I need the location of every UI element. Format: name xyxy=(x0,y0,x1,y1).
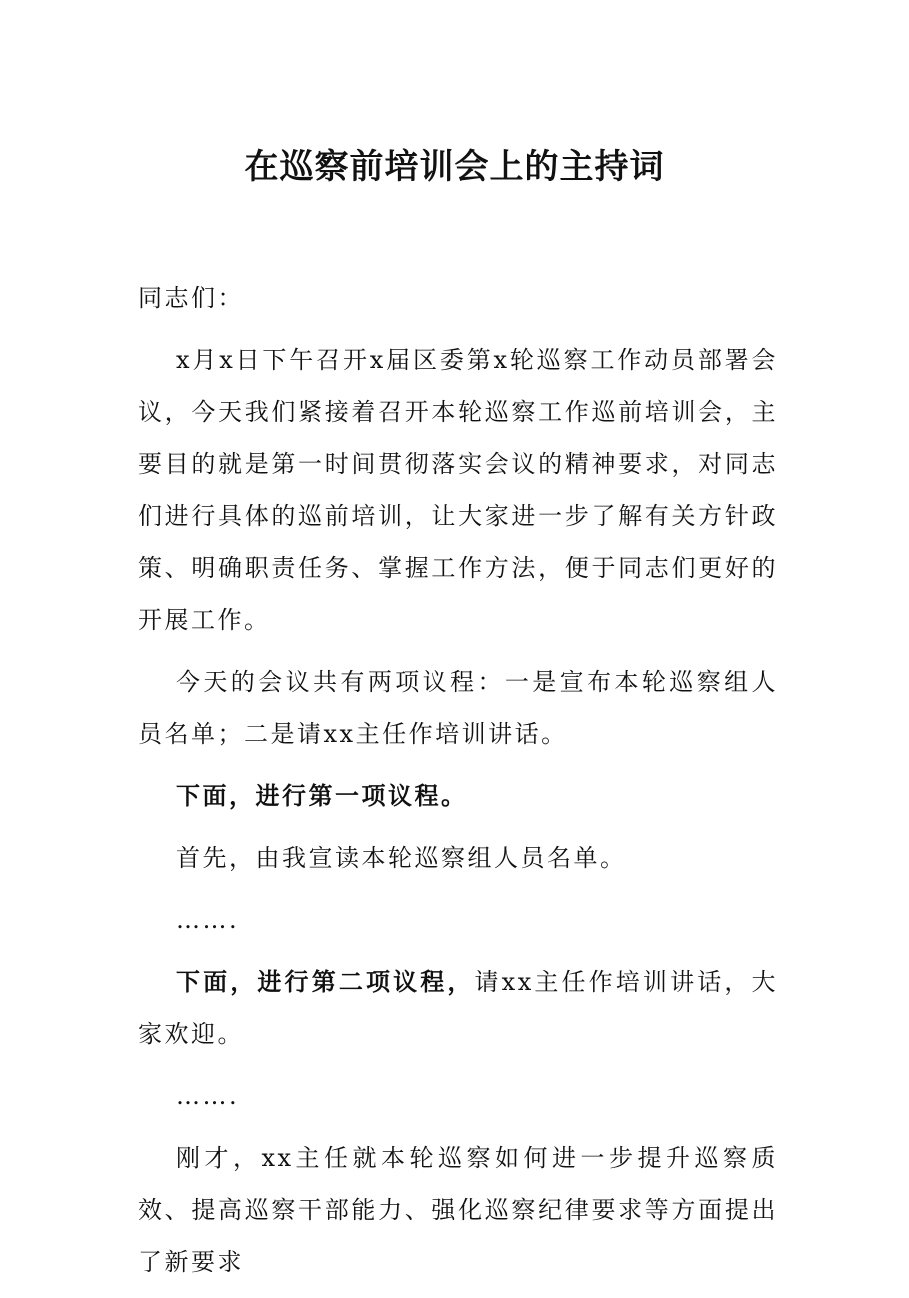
paragraph-second-item xyxy=(138,956,778,1060)
paragraph-intro: x月x日下午召开x届区委第x轮巡察工作动员部署会议，今天我们紧接着召开本轮巡察工作巡前培训会，主要目的就是第一时间贯彻落实会议的精神要求，对同志们进行具体的巡前培训，让大家进一步了解有关方针政策、明确职责任务、掌握工作方法，便于同志们更好的开展工作。 xyxy=(138,346,778,634)
document-body xyxy=(138,272,778,1298)
paragraph-ellipsis-1: ……. xyxy=(176,906,240,934)
document-title: 在巡察前培训会上的主持词 xyxy=(244,147,665,187)
paragraph-agenda: 今天的会议共有两项议程：一是宣布本轮巡察组人员名单；二是请xx主任作培训讲话。 xyxy=(138,668,778,748)
second-item-lead: 下面，进行第二项议程， xyxy=(176,967,475,996)
salutation: 同志们： xyxy=(138,284,244,312)
second-item-rest: 请xx主任作培训讲话，大家欢迎。 xyxy=(138,968,778,1048)
paragraph-announce: 首先，由我宣读本轮巡察组人员名单。 xyxy=(176,844,627,872)
paragraph-summary: 刚才，xx主任就本轮巡察如何进一步提升巡察质效、提高巡察干部能力、强化巡察纪律要求等方面提出了新要求 xyxy=(138,1144,778,1276)
paragraph-ellipsis-2: ……. xyxy=(176,1082,240,1110)
paragraph-first-item: 下面，进行第一项议程。 xyxy=(176,781,468,810)
